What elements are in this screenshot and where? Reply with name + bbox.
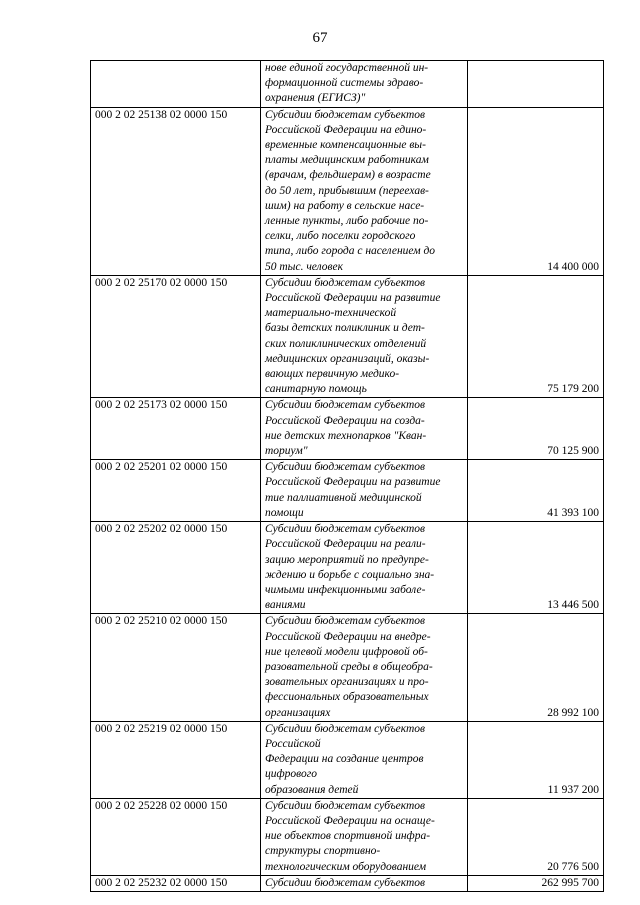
budget-code: 000 2 02 25201 02 0000 150 <box>91 460 261 522</box>
description-line: ние объектов спортивной инфра- <box>265 830 431 843</box>
description-line: шим) на работу в сельские насе- <box>265 199 425 212</box>
description-line: материально-технической <box>265 307 397 320</box>
budget-code: 000 2 02 25170 02 0000 150 <box>91 275 261 398</box>
description-line: Субсидии бюджетам субъектов <box>265 523 426 536</box>
budget-code: 000 2 02 25173 02 0000 150 <box>91 398 261 460</box>
subsidy-description <box>261 460 468 522</box>
budget-code: 000 2 02 25219 02 0000 150 <box>91 721 261 798</box>
description-line: базы детских поликлиник и дет- <box>265 322 425 335</box>
table-row <box>91 107 604 275</box>
description-line: Российской Федерации на развитие <box>265 476 441 489</box>
description-line: Субсидии бюджетам субъектов <box>265 276 426 289</box>
amount: 20 776 500 <box>468 798 604 875</box>
description-line: Субсидии бюджетам субъектов <box>265 615 426 628</box>
description-line: Российской Федерации на едино- <box>265 123 427 136</box>
table-row <box>91 275 604 398</box>
description-line: ториум" <box>265 445 308 458</box>
amount: 11 937 200 <box>468 721 604 798</box>
amount: 28 992 100 <box>468 614 604 721</box>
description-line: нове единой государственной ин- <box>265 62 429 74</box>
description-line: зацию мероприятий по предупре- <box>265 553 429 566</box>
table-row <box>91 798 604 875</box>
subsidy-description <box>261 875 468 891</box>
description-line: чимыми инфекционными заболе- <box>265 583 426 596</box>
amount: 262 995 700 <box>468 875 604 891</box>
budget-code: 000 2 02 25138 02 0000 150 <box>91 107 261 275</box>
description-line: ленные пункты, либо рабочие по- <box>265 215 429 228</box>
description-line: Российской Федерации на оснаще- <box>265 814 435 827</box>
subsidy-description <box>261 798 468 875</box>
description-line: ваниями <box>265 599 306 612</box>
subsidy-description <box>261 107 468 275</box>
description-line: 50 тыс. человек <box>265 260 344 273</box>
description-line: организациях <box>265 706 331 719</box>
description-line: Субсидии бюджетам субъектов <box>265 108 426 121</box>
subsidy-description <box>261 61 468 108</box>
subsidy-description <box>261 275 468 398</box>
budget-code: 000 2 02 25202 02 0000 150 <box>91 522 261 614</box>
description-line: Российской Федерации на развитие <box>265 292 441 305</box>
description-line: Федерации на создание центров <box>265 753 424 766</box>
description-line: Субсидии бюджетам субъектов <box>265 876 426 889</box>
amount: 70 125 900 <box>468 398 604 460</box>
description-line: платы медицинским работникам <box>265 154 429 167</box>
description-line: формационной системы здраво- <box>265 77 424 90</box>
table-row <box>91 522 604 614</box>
budget-code: 000 2 02 25210 02 0000 150 <box>91 614 261 721</box>
table-row <box>91 614 604 721</box>
table-row <box>91 398 604 460</box>
description-line: санитарную помощь <box>265 383 367 396</box>
description-line: селки, либо поселки городского <box>265 230 416 243</box>
description-line: типа, либо города с населением до <box>265 245 436 258</box>
amount: 41 393 100 <box>468 460 604 522</box>
table-row <box>91 460 604 522</box>
description-line: вающих первичную медико- <box>265 368 400 381</box>
amount <box>468 61 604 108</box>
description-line: Российской <box>265 737 321 750</box>
description-line: до 50 лет, прибывшим (переехав- <box>265 184 429 197</box>
description-line: Субсидии бюджетам субъектов <box>265 399 426 412</box>
description-line: зовательных организациях и про- <box>265 676 429 689</box>
subsidy-description <box>261 614 468 721</box>
subsidy-description <box>261 398 468 460</box>
description-line: технологическим оборудованием <box>265 860 427 873</box>
description-line: ских поликлинических отделений <box>265 337 427 350</box>
table-row <box>91 721 604 798</box>
budget-table-body <box>91 61 604 892</box>
description-line: помощи <box>265 506 304 519</box>
description-line: Российской Федерации на внедре- <box>265 630 431 643</box>
amount: 14 400 000 <box>468 107 604 275</box>
description-line: охранения (ЕГИСЗ)" <box>265 92 366 105</box>
subsidy-description <box>261 522 468 614</box>
description-line: фессиональных образовательных <box>265 691 429 704</box>
description-line: ние детских технопарков "Кван- <box>265 429 427 442</box>
budget-code <box>91 61 261 108</box>
description-line: образования детей <box>265 783 359 796</box>
description-line: ждению и борьбе с социально зна- <box>265 568 435 581</box>
description-line: Субсидии бюджетам субъектов <box>265 799 426 812</box>
subsidy-description <box>261 721 468 798</box>
description-line: ние целевой модели цифровой об- <box>265 645 428 658</box>
budget-table <box>90 60 604 892</box>
table-row <box>91 61 604 108</box>
description-line: Субсидии бюджетам субъектов <box>265 461 426 474</box>
description-line: Субсидии бюджетам субъектов <box>265 722 426 735</box>
budget-code: 000 2 02 25232 02 0000 150 <box>91 875 261 891</box>
description-line: тие паллиативной медицинской <box>265 491 422 504</box>
description-line: структуры спортивно- <box>265 845 381 858</box>
amount: 75 179 200 <box>468 275 604 398</box>
description-line: медицинских организаций, оказы- <box>265 352 430 365</box>
page-number: 67 <box>312 30 328 46</box>
description-line: (врачам, фельдшерам) в возрасте <box>265 169 431 182</box>
description-line: Российской Федерации на реали- <box>265 538 426 551</box>
amount: 13 446 500 <box>468 522 604 614</box>
description-line: временные компенсационные вы- <box>265 139 426 152</box>
budget-code: 000 2 02 25228 02 0000 150 <box>91 798 261 875</box>
description-line: цифрового <box>265 768 317 781</box>
table-row <box>91 875 604 891</box>
description-line: Российской Федерации на созда- <box>265 414 425 427</box>
description-line: разовательной среды в общеобра- <box>265 660 433 673</box>
